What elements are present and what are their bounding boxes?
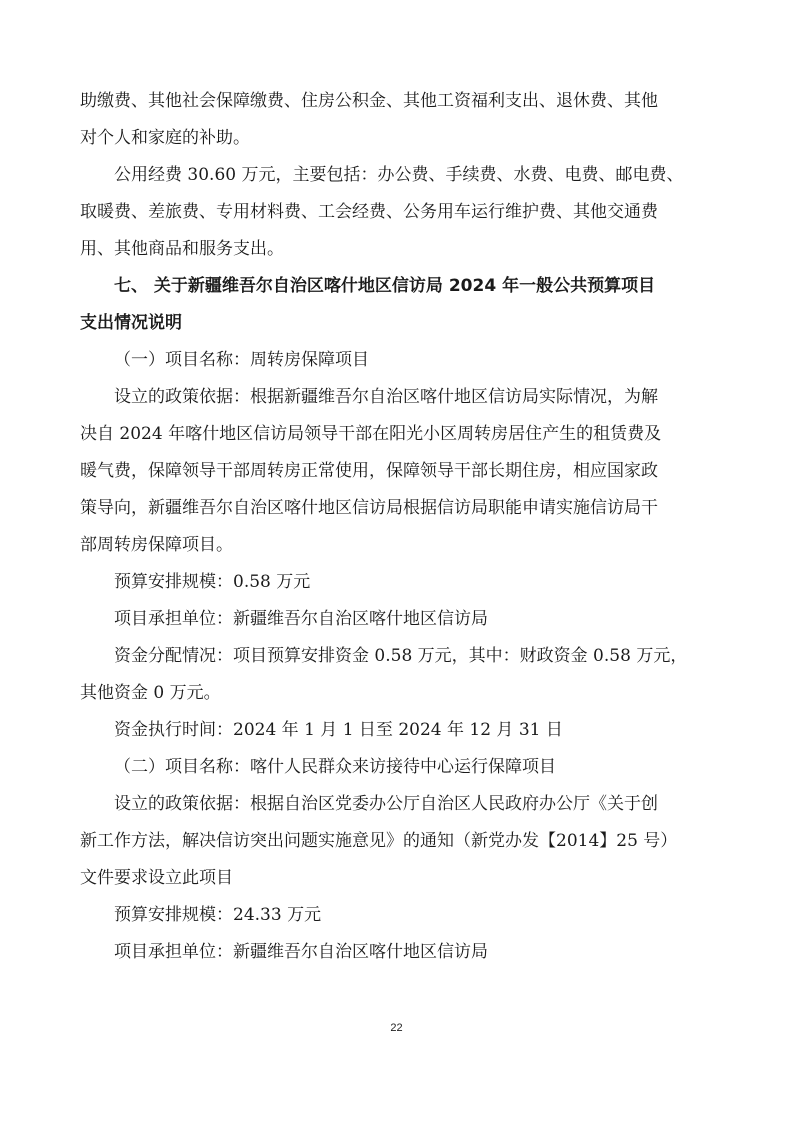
document-body — [80, 83, 720, 971]
paragraph-line: 公用经费 30.60 万元，主要包括：办公费、手续费、水费、电费、邮电费、 — [114, 165, 684, 185]
paragraph-line: 部周转房保障项目。 — [80, 535, 233, 555]
paragraph-line: 资金执行时间：2024 年 1 月 1 日至 2024 年 12 月 31 日 — [114, 720, 563, 740]
paragraph-line: 项目承担单位：新疆维吾尔自治区喀什地区信访局 — [114, 942, 488, 962]
paragraph-line: 对个人和家庭的补助。 — [80, 128, 250, 148]
paragraph-line: 文件要求设立此项目 — [80, 868, 233, 888]
paragraph-line: 项目承担单位：新疆维吾尔自治区喀什地区信访局 — [114, 609, 488, 629]
paragraph-line: 其他资金 0 万元。 — [80, 683, 221, 703]
subsection-heading: （一）项目名称：周转房保障项目 — [114, 350, 369, 370]
paragraph-line: 资金分配情况：项目预算安排资金 0.58 万元，其中：财政资金 0.58 万元， — [114, 646, 688, 666]
paragraph-line: 设立的政策依据：根据新疆维吾尔自治区喀什地区信访局实际情况，为解 — [114, 387, 658, 407]
section-heading-continued: 支出情况说明 — [80, 313, 182, 333]
paragraph-line: 决自 2024 年喀什地区信访局领导干部在阳光小区周转房居住产生的租赁费及 — [80, 424, 662, 444]
paragraph-line: 新工作方法，解决信访突出问题实施意见》的通知（新党办发【2014】25 号） — [80, 831, 678, 851]
page-number: 22 — [390, 1022, 403, 1034]
paragraph-line: 暖气费，保障领导干部周转房正常使用，保障领导干部长期住房，相应国家政 — [80, 461, 658, 481]
paragraph-line: 预算安排规模：0.58 万元 — [114, 572, 311, 592]
paragraph-line: 策导向，新疆维吾尔自治区喀什地区信访局根据信访局职能申请实施信访局干 — [80, 498, 658, 518]
paragraph-line: 设立的政策依据：根据自治区党委办公厅自治区人民政府办公厅《关于创 — [114, 794, 658, 814]
section-heading: 七、 关于新疆维吾尔自治区喀什地区信访局 2024 年一般公共预算项目 — [114, 276, 656, 296]
paragraph-line: 助缴费、其他社会保障缴费、住房公积金、其他工资福利支出、退休费、其他 — [80, 91, 658, 111]
paragraph-line: 取暖费、差旅费、专用材料费、工会经费、公务用车运行维护费、其他交通费 — [80, 202, 658, 222]
subsection-heading: （二）项目名称：喀什人民群众来访接待中心运行保障项目 — [114, 757, 556, 777]
paragraph-line: 预算安排规模：24.33 万元 — [114, 905, 322, 925]
paragraph-line: 用、其他商品和服务支出。 — [80, 239, 284, 259]
